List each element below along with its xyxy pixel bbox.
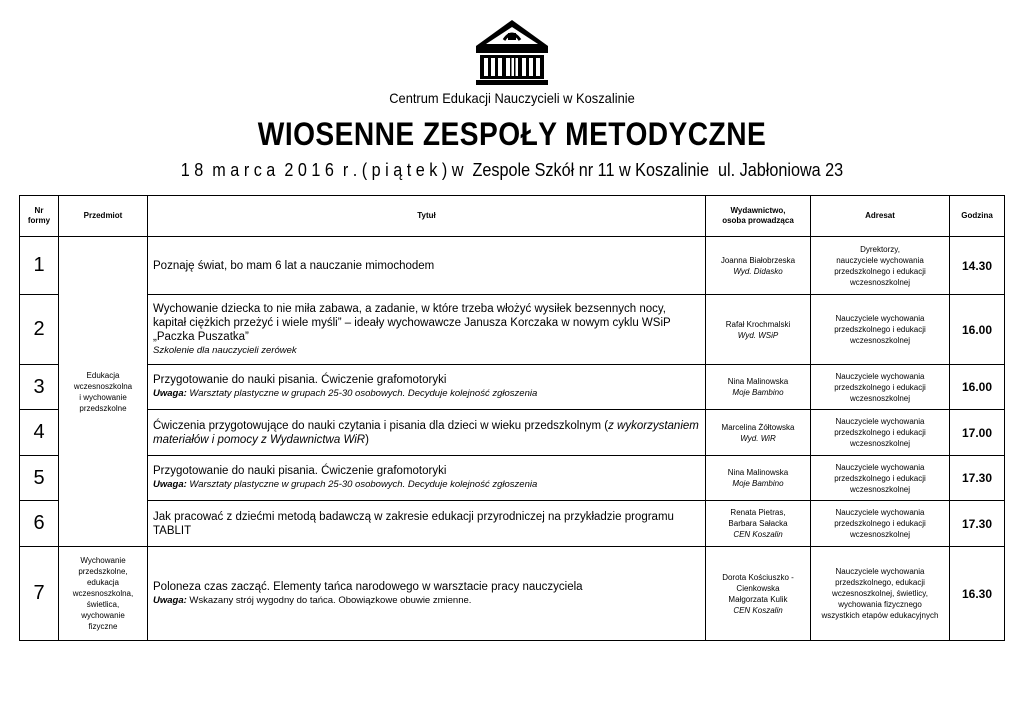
row-number: 1 [20, 237, 59, 295]
institution-logo [474, 18, 550, 86]
table-row [20, 547, 1005, 641]
header-time: Godzina [950, 196, 1005, 237]
title-cell: Jak pracować z dziećmi metodą badawczą w zakresie edukacji przyrodniczej na przykładzie programu TABLIT [148, 501, 706, 547]
table-row [20, 237, 1005, 295]
schedule-table [19, 195, 1005, 641]
title-cell: Poloneza czas zacząć. Elementy tańca narodowego w warsztacie pracy nauczyciela Uwaga: Wskazany strój wygodny do tańca. Obowiązkowe obuwie zmienne. [148, 547, 706, 641]
header-subject: Przedmiot [59, 196, 148, 237]
address-cell: Nauczyciele wychowania przedszkolnego i edukacji wczesnoszkolnej [811, 501, 950, 547]
publisher-cell: Rafał Krochmalski Wyd. WSiP [706, 295, 811, 365]
row-number: 3 [20, 365, 59, 410]
address-cell: Dyrektorzy, nauczyciele wychowania przedszkolnego i edukacji wczesnoszkolnej [811, 237, 950, 295]
row-number: 4 [20, 410, 59, 456]
time-cell: 16.00 [950, 365, 1005, 410]
header-address: Adresat [811, 196, 950, 237]
table-row [20, 410, 1005, 456]
header-title: Tytuł [148, 196, 706, 237]
address-cell: Nauczyciele wychowania przedszkolnego i edukacji wczesnoszkolnej [811, 365, 950, 410]
row-number: 6 [20, 501, 59, 547]
address-cell: Nauczyciele wychowania przedszkolnego i edukacji wczesnoszkolnej [811, 295, 950, 365]
time-cell: 17.00 [950, 410, 1005, 456]
time-cell: 17.30 [950, 456, 1005, 501]
time-cell: 17.30 [950, 501, 1005, 547]
publisher-cell: Nina Malinowska Moje Bambino [706, 365, 811, 410]
title-cell: Przygotowanie do nauki pisania. Ćwiczenie grafomotoryki Uwaga: Warsztaty plastyczne w grupach 25-30 osobowych. Decyduje kolejność zgłoszenia [148, 365, 706, 410]
time-cell: 16.30 [950, 547, 1005, 641]
publisher-cell: Dorota Kościuszko - Cienkowska Małgorzata Kulik CEN Koszalin [706, 547, 811, 641]
title-cell: Wychowanie dziecka to nie miła zabawa, a zadanie, w które trzeba włożyć wysiłek bezsennych nocy, kapitał ciężkich przeżyć i wiele myśli” – ideały wychowawcze Janusza Korczaka w nowym cyklu WSiP „Paczka Puszatka” Szkolenie dla nauczycieli zerówek [148, 295, 706, 365]
publisher-cell: Joanna Białobrzeska Wyd. Didasko [706, 237, 811, 295]
address-cell: Nauczyciele wychowania przedszkolnego i edukacji wczesnoszkolnej [811, 456, 950, 501]
row-number: 5 [20, 456, 59, 501]
header-nr: Nr formy [20, 196, 59, 237]
publisher-cell: Nina Malinowska Moje Bambino [706, 456, 811, 501]
time-cell: 16.00 [950, 295, 1005, 365]
subject-cell: Edukacja wczesnoszkolna i wychowanie przedszkolne [59, 237, 148, 547]
address-cell: Nauczyciele wychowania przedszkolnego, edukacji wczesnoszkolnej, świetlicy, wychowania fizycznego wszystkich etapów edukacyjnych [811, 547, 950, 641]
organization-name: Centrum Edukacji Nauczycieli w Koszalinie [389, 90, 635, 106]
publisher-cell: Marcelina Żółtowska Wyd. WiR [706, 410, 811, 456]
title-cell: Ćwiczenia przygotowujące do nauki czytania i pisania dla dzieci w wieku przedszkolnym (z wykorzystaniem materiałów i pomocy z Wydawnictwa WiR) [148, 410, 706, 456]
publisher-cell: Renata Pietras, Barbara Sałacka CEN Koszalin [706, 501, 811, 547]
table-row [20, 456, 1005, 501]
table-row [20, 501, 1005, 547]
table-row [20, 295, 1005, 365]
table-header-row [20, 196, 1005, 237]
header-publisher: Wydawnictwo, osoba prowadząca [706, 196, 811, 237]
page-title: WIOSENNE ZESPOŁY METODYCZNE [257, 116, 767, 152]
table-row [20, 365, 1005, 410]
title-cell: Poznaję świat, bo mam 6 lat a nauczanie mimochodem [148, 237, 706, 295]
subject-cell: Wychowanie przedszkolne, edukacja wczesnoszkolna, świetlica, wychowanie fizyczne [59, 547, 148, 641]
title-cell: Przygotowanie do nauki pisania. Ćwiczenie grafomotoryki Uwaga: Warsztaty plastyczne w grupach 25-30 osobowych. Decyduje kolejność zgłoszenia [148, 456, 706, 501]
row-number: 7 [20, 547, 59, 641]
address-cell: Nauczyciele wychowania przedszkolnego i edukacji wczesnoszkolnej [811, 410, 950, 456]
time-cell: 14.30 [950, 237, 1005, 295]
page-subtitle: 1 8 m a r c a 2 0 1 6 r . ( p i ą t e k ) w Zespole Szkół nr 11 w Koszalinie ul. Jabłoniowa 23 [180, 160, 844, 180]
row-number: 2 [20, 295, 59, 365]
